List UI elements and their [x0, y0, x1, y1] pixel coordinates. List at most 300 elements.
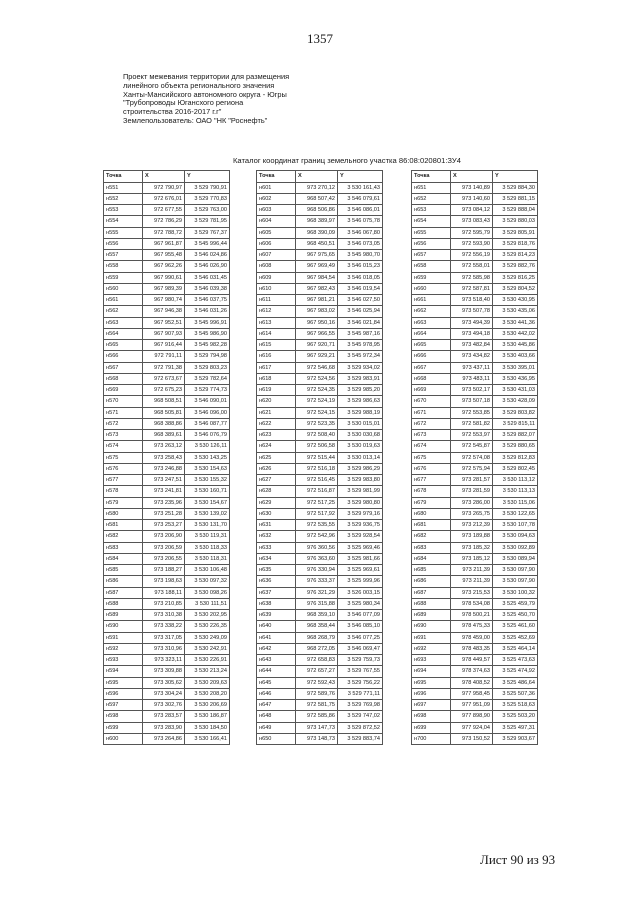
table-row	[104, 430, 230, 441]
table-row	[257, 520, 383, 531]
point-id-cell: н566	[104, 351, 143, 362]
table-row	[412, 565, 538, 576]
x-coordinate-cell: 973 310,38	[143, 610, 185, 621]
x-coordinate-cell: 973 309,88	[143, 666, 185, 677]
table-row	[104, 250, 230, 261]
table-row	[257, 407, 383, 418]
y-coordinate-cell: 3 529 880,03	[493, 216, 538, 227]
point-id-cell: н666	[412, 351, 451, 362]
table-row	[412, 373, 538, 384]
table-row	[412, 430, 538, 441]
point-id-cell: н659	[412, 272, 451, 283]
point-id-cell: н563	[104, 317, 143, 328]
table-row	[412, 306, 538, 317]
project-line: Ханты-Мансийского автономного округа - Югры	[123, 89, 287, 99]
table-row	[104, 542, 230, 553]
x-coordinate-cell: 967 946,38	[143, 306, 185, 317]
point-id-cell: н613	[257, 317, 296, 328]
x-coordinate-cell: 967 982,43	[296, 283, 338, 294]
x-coordinate-cell: 973 434,82	[451, 351, 493, 362]
x-coordinate-cell: 973 215,53	[451, 587, 493, 598]
x-coordinate-cell: 968 507,42	[296, 193, 338, 204]
y-coordinate-cell: 3 529 981,99	[338, 486, 383, 497]
point-id-cell: н692	[412, 643, 451, 654]
x-coordinate-cell: 968 358,44	[296, 621, 338, 632]
table-row	[412, 632, 538, 643]
point-id-cell: н608	[257, 261, 296, 272]
y-coordinate-cell: 3 529 767,37	[185, 227, 230, 238]
x-coordinate-cell: 978 500,21	[451, 610, 493, 621]
table-row	[257, 733, 383, 744]
point-id-cell: н589	[104, 610, 143, 621]
table-row	[412, 542, 538, 553]
x-coordinate-cell: 977 898,90	[451, 711, 493, 722]
y-coordinate-cell: 3 529 816,25	[493, 272, 538, 283]
y-coordinate-cell: 3 529 985,20	[338, 385, 383, 396]
table-row	[257, 193, 383, 204]
x-coordinate-cell: 972 546,68	[296, 362, 338, 373]
y-coordinate-cell: 3 530 118,31	[185, 553, 230, 564]
project-line: "Трубопроводы Югансхого региона	[123, 98, 244, 108]
table-row	[257, 317, 383, 328]
x-coordinate-cell: 972 558,01	[451, 261, 493, 272]
point-id-cell: н653	[412, 205, 451, 216]
y-coordinate-cell: 3 530 122,65	[493, 508, 538, 519]
point-id-cell: н597	[104, 700, 143, 711]
table-row	[104, 407, 230, 418]
x-coordinate-cell: 967 966,55	[296, 328, 338, 339]
table-row	[104, 261, 230, 272]
point-id-cell: н679	[412, 497, 451, 508]
y-coordinate-cell: 3 530 161,43	[338, 182, 383, 193]
point-id-cell: н617	[257, 362, 296, 373]
table-row	[257, 542, 383, 553]
table-header-row	[412, 171, 538, 183]
y-coordinate-cell: 3 530 013,14	[338, 452, 383, 463]
table-row	[412, 182, 538, 193]
table-row	[104, 216, 230, 227]
x-coordinate-cell: 973 507,18	[451, 396, 493, 407]
x-coordinate-cell: 973 206,59	[143, 542, 185, 553]
x-coordinate-cell: 972 574,08	[451, 452, 493, 463]
y-coordinate-cell: 3 530 445,86	[493, 340, 538, 351]
y-coordinate-cell: 3 529 818,76	[493, 238, 538, 249]
table-row	[412, 362, 538, 373]
table-row	[257, 418, 383, 429]
x-coordinate-cell: 973 084,12	[451, 205, 493, 216]
x-coordinate-cell: 972 589,76	[296, 688, 338, 699]
y-coordinate-cell: 3 546 073,05	[338, 238, 383, 249]
table-row	[104, 283, 230, 294]
table-row	[412, 520, 538, 531]
x-coordinate-cell: 972 516,45	[296, 475, 338, 486]
table-row	[257, 272, 383, 283]
point-id-cell: н567	[104, 362, 143, 373]
point-id-cell: н678	[412, 486, 451, 497]
table-row	[257, 531, 383, 542]
table-row	[257, 700, 383, 711]
point-id-cell: н615	[257, 340, 296, 351]
y-coordinate-cell: 3 530 097,90	[493, 576, 538, 587]
point-id-cell: н687	[412, 587, 451, 598]
x-coordinate-cell: 967 980,74	[143, 295, 185, 306]
x-coordinate-cell: 973 283,90	[143, 722, 185, 733]
x-coordinate-cell: 972 556,19	[451, 250, 493, 261]
table-row	[257, 565, 383, 576]
x-coordinate-cell: 973 246,88	[143, 463, 185, 474]
table-row	[104, 272, 230, 283]
y-coordinate-cell: 3 546 076,79	[185, 430, 230, 441]
point-id-cell: н676	[412, 463, 451, 474]
point-id-cell: н691	[412, 632, 451, 643]
x-coordinate-cell: 973 502,17	[451, 385, 493, 396]
x-coordinate-cell: 973 281,57	[451, 475, 493, 486]
table-header-row	[257, 171, 383, 183]
y-coordinate-cell: 3 545 996,44	[185, 238, 230, 249]
point-id-cell: н638	[257, 598, 296, 609]
table-row	[104, 486, 230, 497]
table-row	[257, 688, 383, 699]
table-row	[412, 463, 538, 474]
table-row	[257, 666, 383, 677]
point-id-cell: н569	[104, 385, 143, 396]
point-id-cell: н562	[104, 306, 143, 317]
point-id-cell: н593	[104, 655, 143, 666]
y-coordinate-cell: 3 546 024,86	[185, 250, 230, 261]
y-coordinate-cell: 3 530 154,67	[185, 497, 230, 508]
point-id-cell: н619	[257, 385, 296, 396]
x-coordinate-cell: 973 185,12	[451, 553, 493, 564]
table-row	[104, 497, 230, 508]
y-coordinate-cell: 3 545 996,91	[185, 317, 230, 328]
x-coordinate-cell: 973 211,39	[451, 576, 493, 587]
y-coordinate-cell: 3 530 154,63	[185, 463, 230, 474]
point-id-cell: н579	[104, 497, 143, 508]
point-id-cell: н700	[412, 733, 451, 744]
point-id-cell: н645	[257, 677, 296, 688]
y-coordinate-cell: 3 545 986,90	[185, 328, 230, 339]
x-coordinate-cell: 972 516,18	[296, 463, 338, 474]
point-id-cell: н671	[412, 407, 451, 418]
y-coordinate-cell: 3 546 096,00	[185, 407, 230, 418]
y-coordinate-cell: 3 525 452,69	[493, 632, 538, 643]
y-coordinate-cell: 3 546 031,26	[185, 306, 230, 317]
x-coordinate-cell: 973 264,86	[143, 733, 185, 744]
table-row	[412, 238, 538, 249]
table-row	[104, 610, 230, 621]
point-id-cell: н649	[257, 722, 296, 733]
table-row	[257, 227, 383, 238]
table-row	[104, 553, 230, 564]
table-row	[412, 508, 538, 519]
table-row	[257, 340, 383, 351]
point-id-cell: н673	[412, 430, 451, 441]
x-coordinate-cell: 973 323,11	[143, 655, 185, 666]
point-id-cell: н598	[104, 711, 143, 722]
point-id-cell: н663	[412, 317, 451, 328]
point-id-cell: н647	[257, 700, 296, 711]
x-coordinate-cell: 973 198,63	[143, 576, 185, 587]
x-coordinate-cell: 978 459,00	[451, 632, 493, 643]
table-row	[257, 328, 383, 339]
y-coordinate-cell: 3 546 067,80	[338, 227, 383, 238]
point-id-cell: н573	[104, 430, 143, 441]
y-coordinate-cell: 3 546 015,23	[338, 261, 383, 272]
table-row	[257, 598, 383, 609]
table-row	[104, 531, 230, 542]
y-coordinate-cell: 3 546 039,38	[185, 283, 230, 294]
coordinates-table-2	[256, 170, 383, 745]
x-coordinate-cell: 967 984,54	[296, 272, 338, 283]
x-coordinate-cell: 973 211,39	[451, 565, 493, 576]
y-coordinate-cell: 3 530 111,51	[185, 598, 230, 609]
point-id-cell: н584	[104, 553, 143, 564]
point-id-cell: н612	[257, 306, 296, 317]
point-id-cell: н571	[104, 407, 143, 418]
table-row	[412, 193, 538, 204]
y-coordinate-cell: 3 530 139,02	[185, 508, 230, 519]
table-row	[257, 182, 383, 193]
point-id-cell: н632	[257, 531, 296, 542]
point-id-cell: н655	[412, 227, 451, 238]
x-coordinate-cell: 973 507,78	[451, 306, 493, 317]
x-coordinate-cell: 967 952,51	[143, 317, 185, 328]
x-coordinate-cell: 972 524,35	[296, 385, 338, 396]
table-row	[257, 553, 383, 564]
y-coordinate-cell: 3 530 098,26	[185, 587, 230, 598]
y-coordinate-cell: 3 529 881,15	[493, 193, 538, 204]
table-row	[257, 205, 383, 216]
table-row	[104, 565, 230, 576]
y-coordinate-cell: 3 529 803,23	[185, 362, 230, 373]
y-coordinate-cell: 3 530 213,24	[185, 666, 230, 677]
y-coordinate-cell: 3 530 441,36	[493, 317, 538, 328]
y-coordinate-cell: 3 525 461,60	[493, 621, 538, 632]
table-row	[104, 385, 230, 396]
point-id-cell: н677	[412, 475, 451, 486]
point-id-cell: н690	[412, 621, 451, 632]
table-row	[257, 373, 383, 384]
y-coordinate-cell: 3 529 774,73	[185, 385, 230, 396]
y-coordinate-cell: 3 530 113,13	[493, 486, 538, 497]
point-id-cell: н624	[257, 441, 296, 452]
project-line: Проект межевания территории для размещения	[123, 72, 290, 81]
point-id-cell: н611	[257, 295, 296, 306]
table-row	[257, 655, 383, 666]
table-row	[104, 655, 230, 666]
y-coordinate-cell: 3 546 027,50	[338, 295, 383, 306]
point-id-cell: н599	[104, 722, 143, 733]
point-id-cell: н580	[104, 508, 143, 519]
table-row	[104, 238, 230, 249]
table-row	[257, 283, 383, 294]
x-coordinate-cell: 976 330,94	[296, 565, 338, 576]
point-id-cell: н616	[257, 351, 296, 362]
y-coordinate-cell: 3 530 107,78	[493, 520, 538, 531]
y-coordinate-cell: 3 546 087,77	[185, 418, 230, 429]
y-coordinate-cell: 3 546 077,25	[338, 632, 383, 643]
y-coordinate-cell: 3 530 119,31	[185, 531, 230, 542]
x-coordinate-cell: 973 302,76	[143, 700, 185, 711]
point-id-cell: н669	[412, 385, 451, 396]
table-row	[104, 621, 230, 632]
point-id-cell: н680	[412, 508, 451, 519]
point-id-cell: н591	[104, 632, 143, 643]
y-coordinate-cell: 3 546 085,10	[338, 621, 383, 632]
table-row	[104, 722, 230, 733]
x-coordinate-cell: 972 677,55	[143, 205, 185, 216]
point-id-cell: н553	[104, 205, 143, 216]
y-coordinate-cell: 3 546 075,78	[338, 216, 383, 227]
y-coordinate-cell: 3 529 983,80	[338, 475, 383, 486]
point-id-cell: н634	[257, 553, 296, 564]
point-id-cell: н559	[104, 272, 143, 283]
x-coordinate-cell: 967 962,26	[143, 261, 185, 272]
point-id-cell: н629	[257, 497, 296, 508]
y-coordinate-cell: 3 530 430,95	[493, 295, 538, 306]
table-row	[412, 272, 538, 283]
project-header	[123, 73, 289, 126]
table-row	[104, 475, 230, 486]
table-row	[104, 598, 230, 609]
y-coordinate-cell: 3 525 464,14	[493, 643, 538, 654]
point-id-cell: н581	[104, 520, 143, 531]
y-coordinate-cell: 3 530 206,69	[185, 700, 230, 711]
point-id-cell: н556	[104, 238, 143, 249]
point-id-cell: н640	[257, 621, 296, 632]
y-coordinate-cell: 3 529 986,29	[338, 463, 383, 474]
x-coordinate-cell: 978 374,63	[451, 666, 493, 677]
table-row	[412, 666, 538, 677]
x-coordinate-cell: 967 990,61	[143, 272, 185, 283]
point-id-cell: н636	[257, 576, 296, 587]
table-row	[257, 452, 383, 463]
point-id-cell: н654	[412, 216, 451, 227]
x-coordinate-cell: 972 524,56	[296, 373, 338, 384]
y-coordinate-cell: 3 529 882,07	[493, 430, 538, 441]
y-coordinate-cell: 3 529 767,55	[338, 666, 383, 677]
table-row	[257, 351, 383, 362]
point-id-cell: н658	[412, 261, 451, 272]
x-coordinate-cell: 976 321,29	[296, 587, 338, 598]
point-id-cell: н672	[412, 418, 451, 429]
x-coordinate-cell: 976 363,60	[296, 553, 338, 564]
table-row	[412, 497, 538, 508]
point-id-cell: н601	[257, 182, 296, 193]
point-id-cell: н572	[104, 418, 143, 429]
table-row	[257, 508, 383, 519]
table-row	[257, 576, 383, 587]
x-coordinate-cell: 973 235,96	[143, 497, 185, 508]
y-coordinate-cell: 3 529 983,91	[338, 373, 383, 384]
x-coordinate-cell: 973 494,18	[451, 328, 493, 339]
x-coordinate-cell: 972 524,15	[296, 407, 338, 418]
table-row	[412, 385, 538, 396]
point-id-cell: н614	[257, 328, 296, 339]
x-coordinate-cell: 968 505,81	[143, 407, 185, 418]
point-id-cell: н552	[104, 193, 143, 204]
y-coordinate-cell: 3 530 097,32	[185, 576, 230, 587]
point-id-cell: н664	[412, 328, 451, 339]
x-coordinate-cell: 973 185,32	[451, 542, 493, 553]
y-coordinate-cell: 3 530 019,63	[338, 441, 383, 452]
point-id-cell: н630	[257, 508, 296, 519]
point-id-cell: н595	[104, 677, 143, 688]
y-coordinate-cell: 3 546 037,75	[185, 295, 230, 306]
point-id-cell: н694	[412, 666, 451, 677]
x-coordinate-cell: 968 268,79	[296, 632, 338, 643]
y-coordinate-cell: 3 529 756,22	[338, 677, 383, 688]
point-id-cell: н637	[257, 587, 296, 598]
y-coordinate-cell: 3 530 226,91	[185, 655, 230, 666]
point-id-cell: н623	[257, 430, 296, 441]
column-header: Точка	[412, 171, 451, 183]
y-coordinate-cell: 3 529 804,52	[493, 283, 538, 294]
y-coordinate-cell: 3 546 069,47	[338, 643, 383, 654]
y-coordinate-cell: 3 525 980,34	[338, 598, 383, 609]
x-coordinate-cell: 978 483,35	[451, 643, 493, 654]
x-coordinate-cell: 972 581,82	[451, 418, 493, 429]
y-coordinate-cell: 3 546 086,01	[338, 205, 383, 216]
table-row	[257, 632, 383, 643]
x-coordinate-cell: 972 542,96	[296, 531, 338, 542]
y-coordinate-cell: 3 546 079,61	[338, 193, 383, 204]
x-coordinate-cell: 973 265,75	[451, 508, 493, 519]
x-coordinate-cell: 973 286,00	[451, 497, 493, 508]
y-coordinate-cell: 3 546 019,54	[338, 283, 383, 294]
point-id-cell: н557	[104, 250, 143, 261]
x-coordinate-cell: 972 517,92	[296, 508, 338, 519]
point-id-cell: н683	[412, 542, 451, 553]
sheet-footer: Лист 90 из 93	[480, 852, 556, 867]
point-id-cell: н644	[257, 666, 296, 677]
x-coordinate-cell: 967 989,39	[143, 283, 185, 294]
y-coordinate-cell: 3 525 981,66	[338, 553, 383, 564]
y-coordinate-cell: 3 530 202,95	[185, 610, 230, 621]
table-row	[412, 452, 538, 463]
x-coordinate-cell: 972 508,40	[296, 430, 338, 441]
x-coordinate-cell: 973 188,11	[143, 587, 185, 598]
y-coordinate-cell: 3 525 473,63	[493, 655, 538, 666]
table-row	[104, 643, 230, 654]
table-row	[104, 351, 230, 362]
point-id-cell: н622	[257, 418, 296, 429]
point-id-cell: н618	[257, 373, 296, 384]
point-id-cell: н628	[257, 486, 296, 497]
column-header: X	[143, 171, 185, 183]
x-coordinate-cell: 968 272,05	[296, 643, 338, 654]
y-coordinate-cell: 3 530 118,33	[185, 542, 230, 553]
y-coordinate-cell: 3 530 208,20	[185, 688, 230, 699]
y-coordinate-cell: 3 546 026,90	[185, 261, 230, 272]
x-coordinate-cell: 972 587,81	[451, 283, 493, 294]
table-row	[412, 610, 538, 621]
y-coordinate-cell: 3 529 988,19	[338, 407, 383, 418]
table-row	[412, 531, 538, 542]
y-coordinate-cell: 3 530 431,03	[493, 385, 538, 396]
x-coordinate-cell: 973 147,73	[296, 722, 338, 733]
y-coordinate-cell: 3 529 771,11	[338, 688, 383, 699]
y-coordinate-cell: 3 530 131,70	[185, 520, 230, 531]
y-coordinate-cell: 3 525 969,46	[338, 542, 383, 553]
y-coordinate-cell: 3 525 497,31	[493, 722, 538, 733]
x-coordinate-cell: 972 515,44	[296, 452, 338, 463]
x-coordinate-cell: 973 140,89	[451, 182, 493, 193]
y-coordinate-cell: 3 529 803,82	[493, 407, 538, 418]
table-row	[412, 621, 538, 632]
point-id-cell: н588	[104, 598, 143, 609]
table-row	[257, 295, 383, 306]
